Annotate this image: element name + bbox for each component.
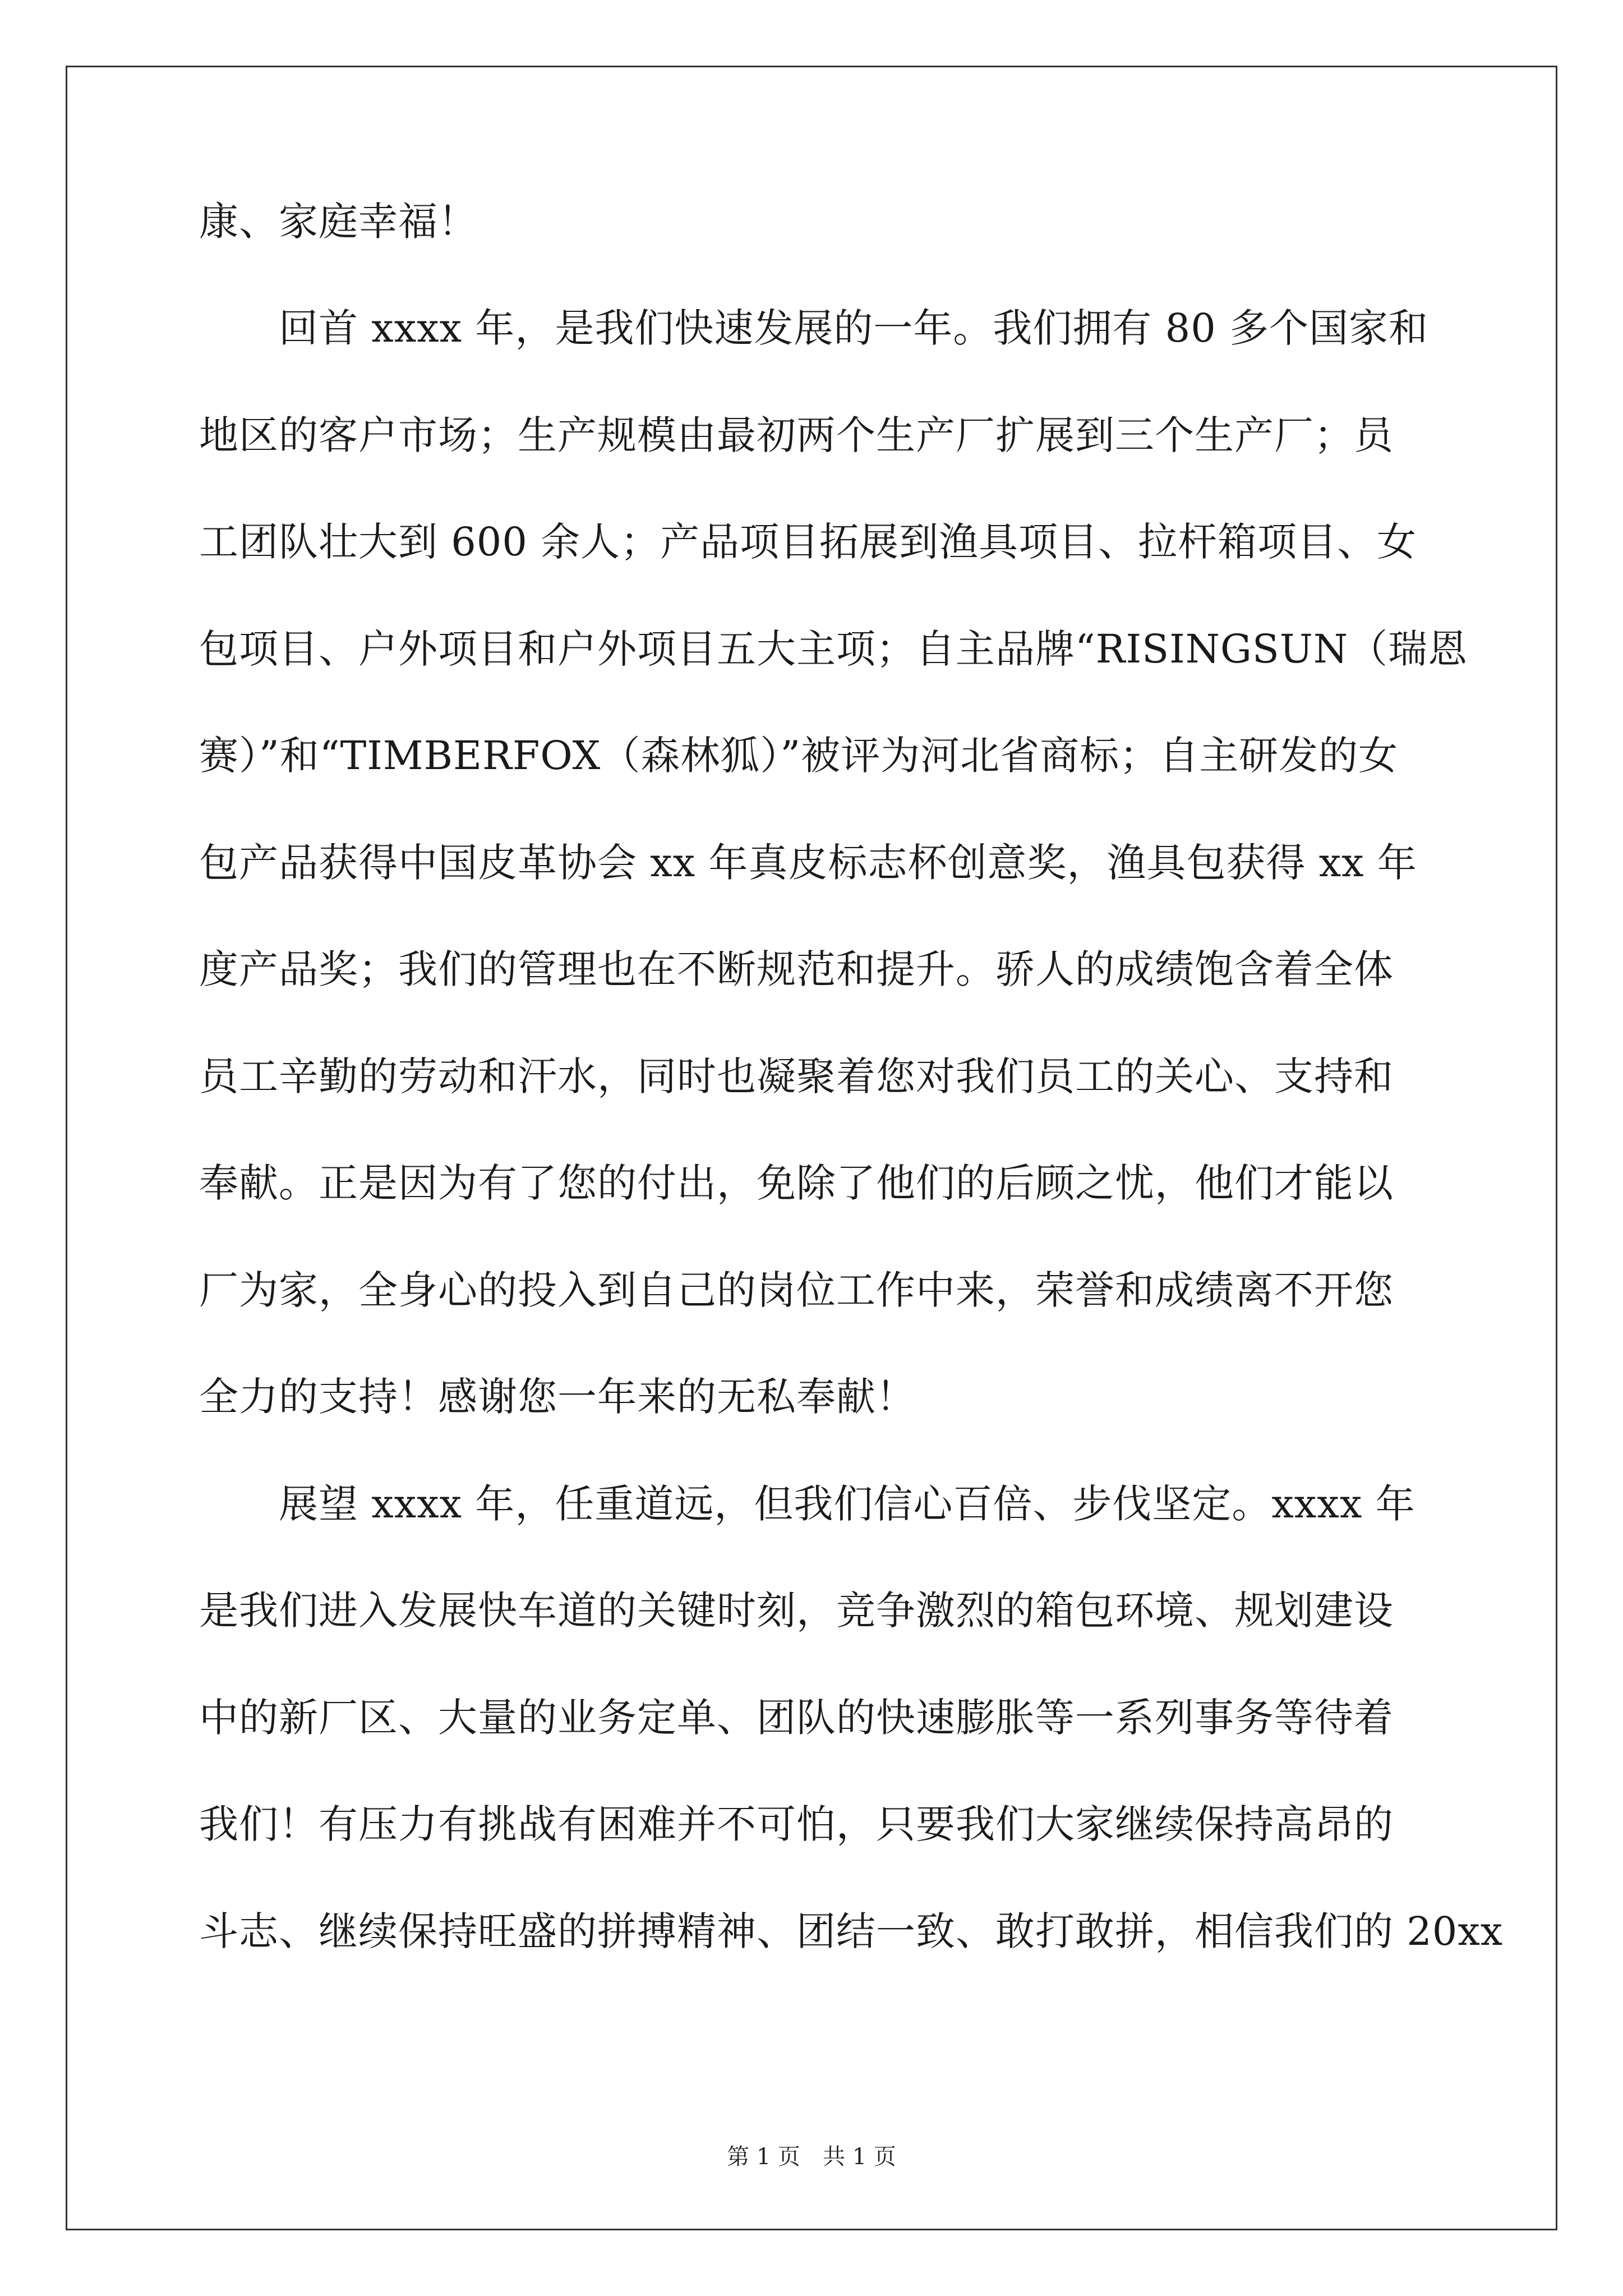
text-line: 包产品获得中国皮革协会 xx 年真皮标志杯创意奖，渔具包获得 xx 年 <box>199 840 1417 886</box>
text-line: 展望 xxxx 年，任重道远，但我们信心百倍、步伐坚定。xxxx 年 <box>199 1481 1415 1527</box>
text-line: 度产品奖；我们的管理也在不断规范和提升。骄人的成绩饱含着全体 <box>199 946 1394 992</box>
text-line: 中的新厂区、大量的业务定单、团队的快速膨胀等一系列事务等待着 <box>199 1695 1394 1741</box>
text-line: 我们！有压力有挑战有困难并不可怕，只要我们大家继续保持高昂的 <box>199 1801 1394 1847</box>
text-line: 全力的支持！感谢您一年来的无私奉献！ <box>199 1374 916 1420</box>
text-line: 回首 xxxx 年，是我们快速发展的一年。我们拥有 80 多个国家和 <box>199 305 1428 351</box>
text-line: 员工辛勤的劳动和汗水，同时也凝聚着您对我们员工的关心、支持和 <box>199 1053 1394 1099</box>
text-line: 工团队壮大到 600 余人；产品项目拓展到渔具项目、拉杆箱项目、女 <box>199 519 1417 565</box>
text-line: 斗志、继续保持旺盛的拼搏精神、团结一致、敢打敢拼，相信我们的 20xx <box>199 1908 1504 1954</box>
text-line: 地区的客户市场；生产规模由最初两个生产厂扩展到三个生产厂；员 <box>199 412 1394 458</box>
text-line: 康、家庭幸福！ <box>199 199 478 245</box>
text-line: 厂为家，全身心的投入到自己的岗位工作中来，荣誉和成绩离不开您 <box>199 1267 1394 1313</box>
text-line: 是我们进入发展快车道的关键时刻，竞争激烈的箱包环境、规划建设 <box>199 1588 1394 1634</box>
text-line: 包项目、户外项目和户外项目五大主项；自主品牌“RISINGSUN（瑞恩 <box>199 626 1468 672</box>
text-line: 赛）”和“TIMBERFOX（森林狐）”被评为河北省商标；自主研发的女 <box>199 733 1399 779</box>
page-number-footer: 第 1 页 共 1 页 <box>727 2144 896 2170</box>
text-line: 奉献。正是因为有了您的付出，免除了他们的后顾之忧，他们才能以 <box>199 1160 1394 1206</box>
